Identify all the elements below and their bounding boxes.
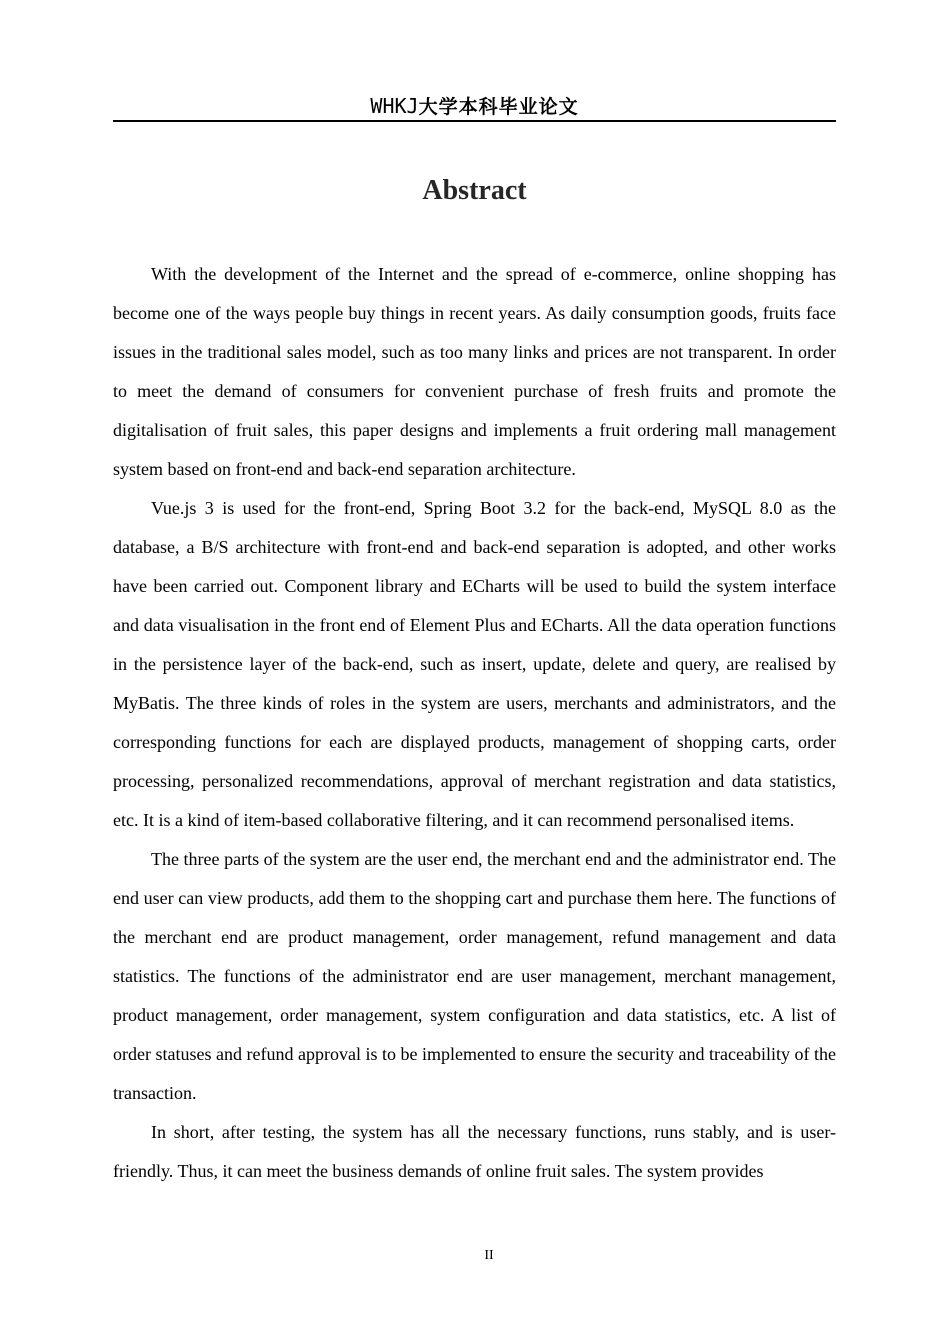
abstract-title: Abstract (422, 175, 527, 206)
abstract-paragraph-4: In short, after testing, the system has all the necessary functions, runs stably, and is user-friendly. Thus, it can meet the business demands of online fruit sales. The system provides (113, 1122, 836, 1181)
header-title-cn: 大学本科毕业论文 (418, 96, 579, 118)
header-code: WHKJ (370, 94, 419, 118)
abstract-paragraph-1: With the development of the Internet and the spread of e-commerce, online shopping has become one of the ways people buy things in recent years. As daily consumption goods, fruits face issues in the traditional sales model, such as too many links and prices are not transparent. In order to meet the demand of consumers for convenient purchase of fresh fruits and promote the digitalisation of fruit sales, this paper designs and implements a fruit ordering mall management system based on front-end and back-end separation architecture. (113, 264, 836, 479)
page-number: II (484, 1248, 494, 1263)
abstract-paragraph-2: Vue.js 3 is used for the front-end, Spring Boot 3.2 for the back-end, MySQL 8.0 as the database, a B/S architecture with front-end and back-end separation is adopted, and other works have been carried out. Component library and ECharts will be used to build the system interface and data visualisation in the front end of Element Plus and ECharts. All the data operation functions in the persistence layer of the back-end, such as insert, update, delete and query, are realised by MyBatis. The three kinds of roles in the system are users, merchants and administrators, and the corresponding functions for each are displayed products, management of shopping carts, order processing, personalized recommendations, approval of merchant registration and data statistics, etc. It is a kind of item-based collaborative filtering, and it can recommend personalised items. (113, 498, 836, 830)
abstract-paragraph-3: The three parts of the system are the user end, the merchant end and the administrator end. The end user can view products, add them to the shopping cart and purchase them here. The functions of the merchant end are product management, order management, refund management and data statistics. The functions of the administrator end are user management, merchant management, product management, order management, system configuration and data statistics, etc. A list of order statuses and refund approval is to be implemented to ensure the security and traceability of the transaction. (113, 849, 836, 1103)
abstract-body (113, 255, 836, 1191)
running-header (113, 92, 836, 122)
header-title (370, 96, 578, 118)
